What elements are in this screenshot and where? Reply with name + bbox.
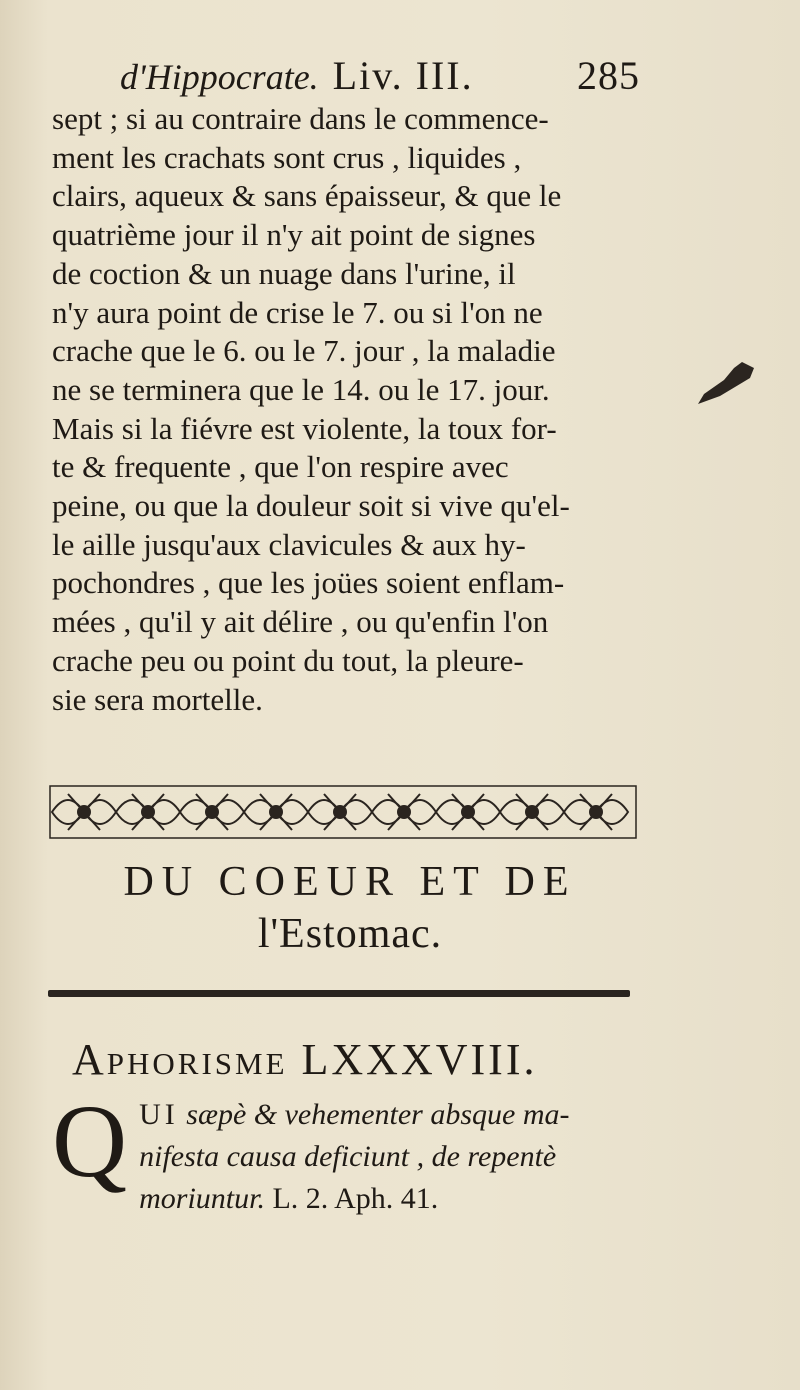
aphorism-line1: sæpè & vehementer absque ma- [178, 1098, 570, 1131]
text-line: ment les crachats sont crus , liquides , [52, 139, 522, 175]
text-line: n'y aura point de crise le 7. ou si l'on ne [52, 294, 543, 330]
section-title-line2: l'Estomac. [257, 911, 443, 957]
text-line: mées , qu'il y ait délire , ou qu'enfin l'on [52, 604, 549, 640]
section-title-line1: DU COEUR ET DE [123, 859, 577, 905]
drop-cap: Q [52, 1084, 128, 1199]
section-title [60, 856, 640, 960]
text-line: Mais si la fiévre est violente, la toux for- [52, 410, 557, 446]
aphorism-heading: Aphorisme LXXXVIII. [72, 1035, 538, 1084]
running-head-book: Liv. III. [332, 53, 474, 98]
text-line: te & frequente , que l'on respire avec [52, 449, 509, 485]
body-text [52, 100, 642, 719]
aphorism-first-word: UI [139, 1098, 179, 1131]
text-line: de coction & un nuage dans l'urine, il [52, 255, 516, 291]
ink-blot-mark [690, 358, 760, 408]
running-head [120, 52, 640, 102]
ornament-band [48, 780, 638, 844]
text-line: peine, ou que la douleur soit si vive qu'el- [52, 488, 570, 524]
text-line: sie sera mortelle. [52, 681, 263, 717]
aphorism-line3: moriuntur. [139, 1182, 265, 1215]
aphorism-line2: nifesta causa deficiunt , de repentè [139, 1140, 557, 1173]
text-line: crache que le 6. ou le 7. jour , la maladie [52, 333, 556, 369]
aphorism-text [52, 1084, 642, 1220]
page-number: 285 [577, 53, 640, 98]
text-line: crache peu ou point du tout, la pleure- [52, 642, 524, 678]
running-head-title: d'Hippocrate. [120, 57, 319, 97]
text-line: ne se terminera que le 14. ou le 17. jour. [52, 371, 550, 407]
text-line: sept ; si au contraire dans le commence- [52, 101, 549, 136]
text-line: quatrième jour il n'y ait point de signes [52, 217, 536, 253]
text-line: pochondres , que les joües soient enflam- [52, 565, 565, 601]
section-rule [48, 990, 630, 997]
text-line: clairs, aqueux & sans épaisseur, & que le [52, 178, 562, 214]
text-line: le aille jusqu'aux clavicules & aux hy- [52, 526, 526, 562]
aphorism-reference: L. 2. Aph. 41. [264, 1182, 439, 1215]
